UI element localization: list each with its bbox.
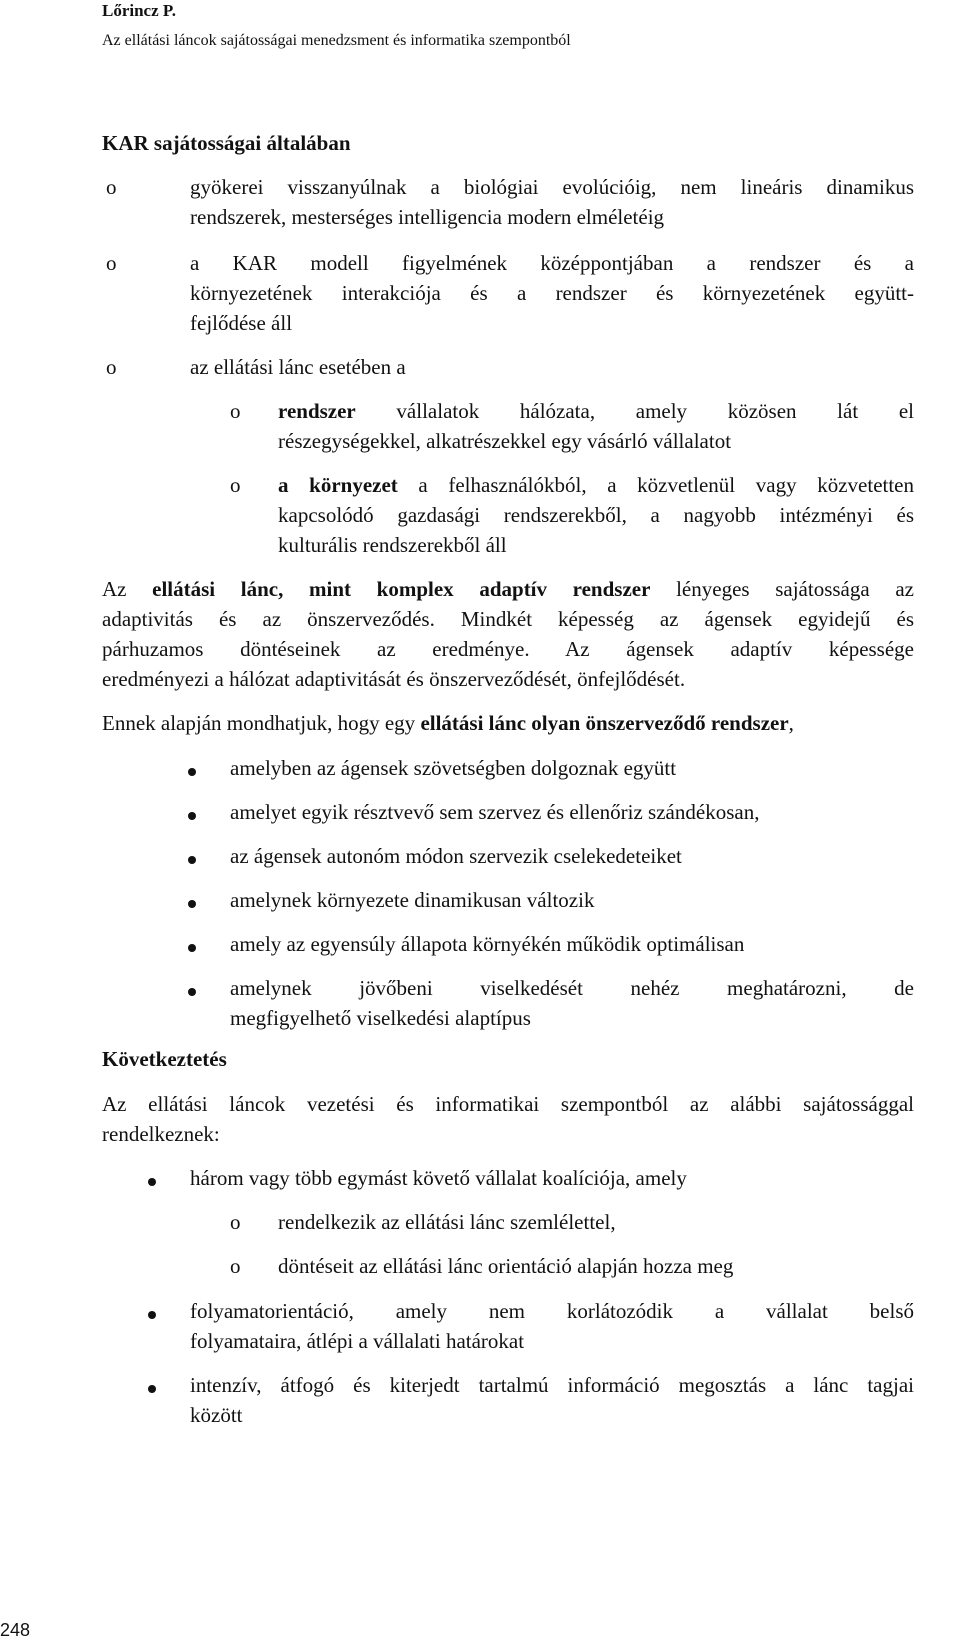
sub-list-marker: o [230, 1210, 241, 1234]
bullet-item: folyamatorientáció, amely nem korlátozódik a vállalat belső folyamataira, átlépi a vállalati határokat [190, 1299, 914, 1353]
bullet-icon [148, 1311, 156, 1319]
paragraph: Az ellátási láncok vezetési és informatikai szempontból az alábbi sajátossággal rendelkeznek: [102, 1092, 914, 1146]
bullet-item: amely az egyensúly állapota környékén működik optimálisan [230, 932, 745, 956]
bullet-item: amelyben az ágensek szövetségben dolgoznak együtt [230, 756, 677, 780]
sub-list-item: rendszer vállalatok hálózata, amely közösen lát el részegységekkel, alkatrészekkel egy vásárló vállalatot [278, 399, 914, 453]
list-marker: o [106, 175, 117, 199]
author-name: Lőrincz P. [102, 1, 176, 20]
bullet-item: amelyet egyik résztvevő sem szervez és ellenőriz szándékosan, [230, 800, 760, 824]
sub-list-item: a környezet a felhasználókból, a közvetlenül vagy közvetetten kapcsolódó gazdasági rendszerekből, a nagyobb intézményi és kulturális rendszerekből áll [278, 473, 915, 557]
page-number: 248 [0, 1620, 31, 1640]
bullet-item: intenzív, átfogó és kiterjedt tartalmú információ megosztás a lánc tagjai között [190, 1373, 914, 1427]
paragraph: Az ellátási lánc, mint komplex adaptív rendszer lényeges sajátossága az adaptivitás és az önszerveződés. Mindkét képesség az ágensek egyidejű és párhuzamos döntéseinek az eredménye. Az ágensek adaptív képessége eredményezi a hálózat adaptivitását és önszerveződését, önfejlődését. [102, 577, 914, 691]
sub-list-marker: o [230, 399, 241, 423]
sub-list-item: döntéseit az ellátási lánc orientáció alapján hozza meg [278, 1254, 734, 1278]
bullet-icon [188, 812, 196, 820]
list-marker: o [106, 355, 117, 379]
bullet-icon [188, 988, 196, 996]
bullet-icon [148, 1178, 156, 1186]
bullet-icon [188, 856, 196, 864]
section-heading: KAR sajátosságai általában [102, 131, 351, 155]
bullet-item: az ágensek autonóm módon szervezik cselekedeteiket [230, 844, 682, 868]
list-item: a KAR modell figyelmének középpontjában a rendszer és a környezetének interakciója és a rendszer és környezetének együtt- fejlődése áll [190, 251, 914, 335]
bullet-icon [188, 768, 196, 776]
running-title: Az ellátási láncok sajátosságai menedzsment és informatika szempontból [102, 32, 571, 49]
list-item: az ellátási lánc esetében a [190, 355, 406, 379]
sub-list-item: rendelkezik az ellátási lánc szemlélettel, [278, 1210, 616, 1234]
bullet-icon [188, 944, 196, 952]
bullet-item: amelynek jövőbeni viselkedését nehéz meghatározni, de megfigyelhető viselkedési alaptípus [230, 976, 914, 1030]
paragraph: Ennek alapján mondhatjuk, hogy egy ellátási lánc olyan önszerveződő rendszer, [102, 711, 794, 735]
bullet-icon [148, 1385, 156, 1393]
page-header [102, 0, 571, 52]
sub-list-marker: o [230, 1254, 241, 1278]
list-marker: o [106, 251, 117, 275]
bullet-item: amelynek környezete dinamikusan változik [230, 888, 595, 912]
sub-list-marker: o [230, 473, 241, 497]
section-heading: Következtetés [102, 1047, 227, 1071]
list-item: gyökerei visszanyúlnak a biológiai evolúcióig, nem lineáris dinamikus rendszerek, mesterséges intelligencia modern elméletéig [190, 175, 914, 229]
bullet-icon [188, 900, 196, 908]
bullet-item: három vagy több egymást követő vállalat koalíciója, amely [190, 1166, 687, 1190]
